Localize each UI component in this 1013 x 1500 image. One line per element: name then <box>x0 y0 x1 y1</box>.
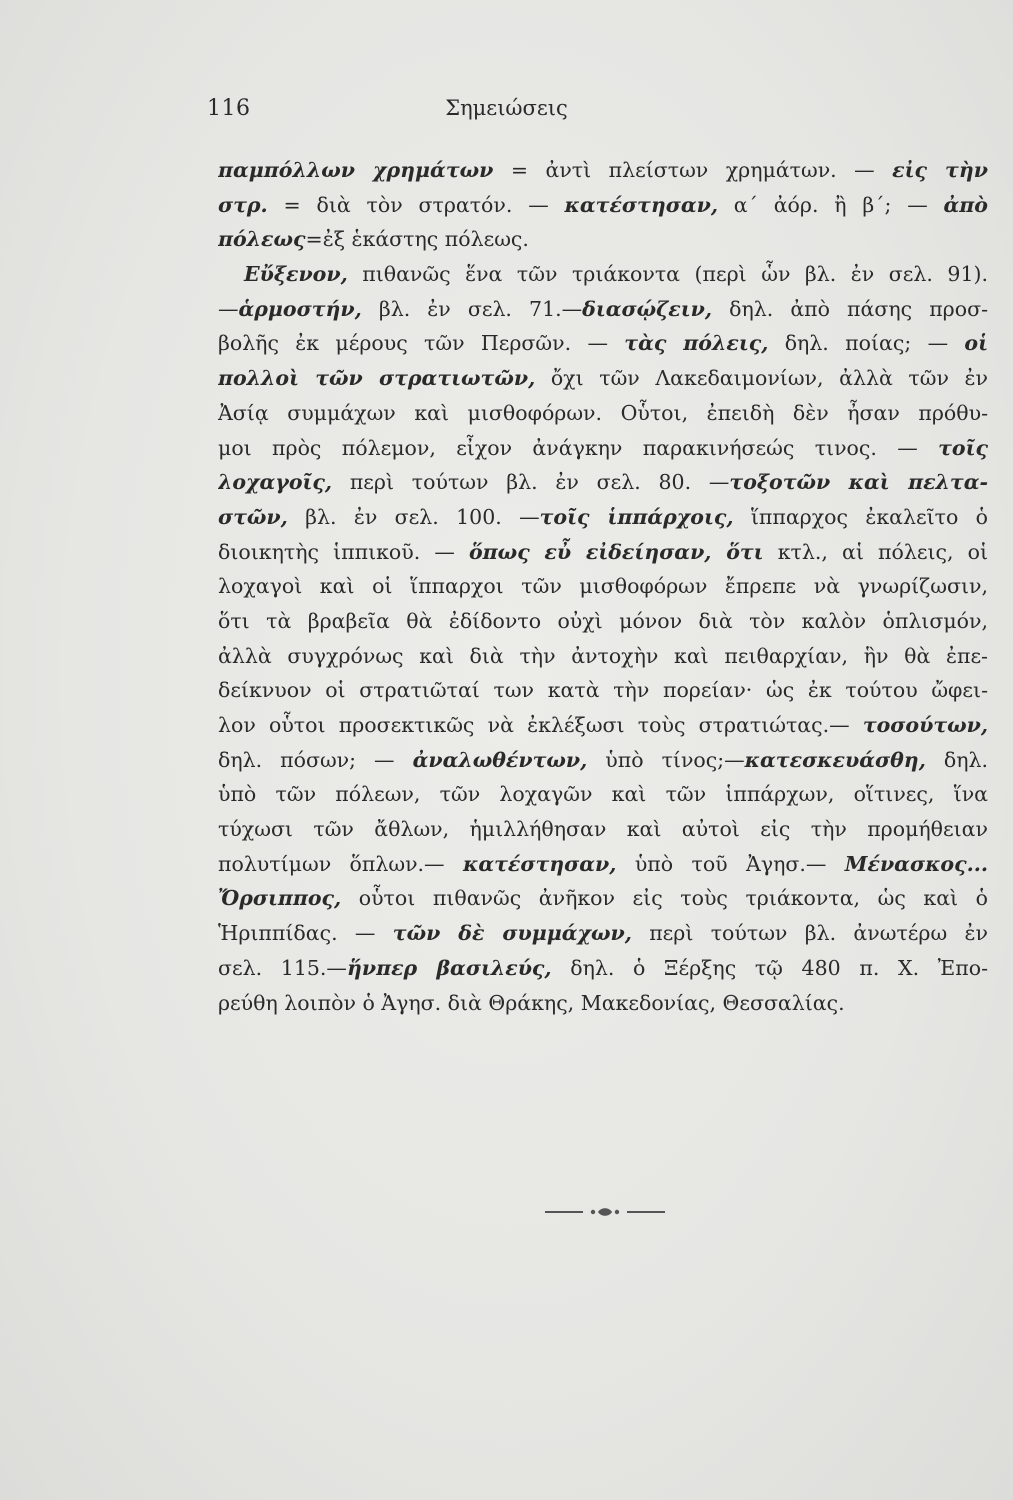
lemma: εἰς τὴν <box>892 158 988 182</box>
page-number: 116 <box>207 96 251 121</box>
note-text: πολυτίμων ὅπλων.— <box>218 851 463 876</box>
note-text: — <box>218 296 239 321</box>
lemma: πόλεως <box>218 227 306 252</box>
note-text: βλ. ἐν σελ. 100. — <box>287 504 540 529</box>
note-line <box>218 639 988 674</box>
note-text: δηλ. <box>925 747 988 772</box>
note-text: α΄ ἀόρ. ἢ β΄; — <box>717 192 944 217</box>
lemma: κατεσκευάσθη, <box>744 747 926 772</box>
note-line <box>218 569 988 604</box>
note-line <box>218 881 988 916</box>
lemma: Μένασκος... <box>844 851 988 876</box>
running-title: Σημειώσεις <box>445 96 568 120</box>
note-line <box>218 604 988 639</box>
note-line <box>218 153 988 188</box>
note-text: ἀλλὰ συγχρόνως καὶ διὰ τὴν ἀντοχὴν καὶ πειθαρχίαν, ἣν θὰ ἐπε- <box>218 643 988 668</box>
note-text: μοι πρὸς πόλεμον, εἶχον ἀνάγκην παρακινήσεώς τινος. — <box>218 435 939 460</box>
note-text: ὑπὸ τοῦ Ἀγησ.— <box>616 851 845 876</box>
note-line <box>218 673 988 708</box>
note-text: τύχωσι τῶν ἄθλων, ἡμιλλήθησαν καὶ αὐτοὶ εἰς τὴν προμήθειαν <box>218 817 988 842</box>
note-text: = διὰ τὸν στρατόν. — <box>267 192 565 217</box>
lemma: στρ. <box>218 192 268 217</box>
lemma: στῶν, <box>218 504 288 529</box>
lemma: κατέστησαν, <box>564 192 718 217</box>
lemma: παμπόλλων χρημάτων <box>218 158 494 182</box>
note-text: σελ. 115.— <box>218 955 347 980</box>
lemma: ἀπὸ <box>943 192 988 217</box>
note-text: =ἐξ ἑκάστης πόλεως. <box>305 227 529 252</box>
note-text: ὅτι τὰ βραβεῖα θὰ ἐδίδοντο οὐχὶ μόνον διὰ τὸν καλὸν ὁπλισμόν, <box>218 608 988 633</box>
lemma: ὅπως εὖ εἰδείησαν, ὅτι <box>469 539 764 564</box>
note-line <box>218 188 988 223</box>
lemma: τοσούτων, <box>862 713 988 737</box>
note-text: ἵππαρχος ἐκαλεῖτο ὁ <box>733 504 988 529</box>
lemma: ἁρμοστήν, <box>238 296 362 321</box>
note-text: διοικητὴς ἱππικοῦ. — <box>218 539 469 564</box>
lemma: πολλοὶ τῶν στρατιωτῶν, <box>218 366 536 391</box>
note-text: λοχαγοὶ καὶ οἱ ἵππαρχοι τῶν μισθοφόρων ἔπρεπε νὰ γνωρίζωσιν, <box>218 574 988 599</box>
note-text: βλ. ἐν σελ. 71.— <box>361 296 583 321</box>
note-text: λον οὗτοι προσεκτικῶς νὰ ἐκλέξωσι τοὺς στρατιώτας.— <box>218 713 863 737</box>
note-line <box>218 465 988 500</box>
note-text: δηλ. ποίας; — <box>768 331 965 356</box>
lemma: ἀναλωθέντων, <box>412 747 588 772</box>
lemma: τοῖς ἱππάρχοις, <box>539 504 734 529</box>
notes-body <box>218 153 988 1020</box>
note-text: ὄχι τῶν Λακεδαιμονίων, ἀλλὰ τῶν ἐν <box>535 366 988 391</box>
note-line <box>218 500 988 535</box>
note-text: δηλ. ὁ Ξέρξης τῷ 480 π. Χ. Ἐπο- <box>551 955 988 980</box>
note-line <box>218 222 988 257</box>
note-text: δείκνυον οἱ στρατιῶταί των κατὰ τὴν πορείαν· ὡς ἐκ τούτου ὤφει- <box>218 678 988 703</box>
lemma: τοῖς <box>938 435 988 460</box>
note-text: δηλ. πόσων; — <box>218 747 413 772</box>
lemma: οἱ <box>964 331 988 356</box>
note-text: δηλ. ἀπὸ πάσης προσ- <box>712 296 988 321</box>
note-line <box>218 916 988 951</box>
note-text: ρεύθη λοιπὸν ὁ Ἀγησ. διὰ Θράκης, Μακεδονίας, Θεσσαλίας. <box>218 990 845 1015</box>
note-line <box>218 847 988 882</box>
end-ornament-icon <box>545 1206 665 1218</box>
note-text: ὑπὸ τίνος;— <box>587 747 745 772</box>
note-text: κτλ., αἱ πόλεις, οἱ <box>763 539 988 564</box>
note-text: περὶ τούτων βλ. ἐν σελ. 80. — <box>332 470 730 495</box>
note-line <box>218 361 988 396</box>
note-line <box>218 986 988 1021</box>
lemma: Ὄρσιππος, <box>218 886 342 911</box>
note-text: περὶ τούτων βλ. ἀνωτέρω ἐν <box>631 921 988 946</box>
note-line <box>218 951 988 986</box>
note-text: Ἡριππίδας. — <box>218 921 393 946</box>
note-line <box>218 777 988 812</box>
lemma: κατέστησαν, <box>462 851 617 876</box>
note-line <box>218 812 988 847</box>
note-text: οὗτοι πιθανῶς ἀνῆκον εἰς τοὺς τριάκοντα, ὡς καὶ ὁ <box>341 886 988 911</box>
note-line <box>218 292 988 327</box>
lemma: Εὔξενον, <box>244 262 348 287</box>
note-text: βολῆς ἐκ μέρους τῶν Περσῶν. — <box>218 331 625 356</box>
note-line <box>218 396 988 431</box>
lemma: λοχαγοῖς, <box>218 470 333 495</box>
note-line <box>218 257 988 292</box>
lemma: τὰς πόλεις, <box>624 331 769 356</box>
lemma: τῶν δὲ συμμάχων, <box>392 921 632 946</box>
note-text: ὑπὸ τῶν πόλεων, τῶν λοχαγῶν καὶ τῶν ἱππάρχων, οἵτινες, ἵνα <box>218 782 988 807</box>
lemma: ἥνπερ βασιλεύς, <box>346 955 552 980</box>
note-line <box>218 326 988 361</box>
note-line <box>218 535 988 570</box>
note-text: πιθανῶς ἕνα τῶν τριάκοντα (περὶ ὧν βλ. ἐν σελ. 91). <box>347 262 988 287</box>
note-text: Ἀσίᾳ συμμάχων καὶ μισθοφόρων. Οὗτοι, ἐπειδὴ δὲν ἦσαν πρόθυ- <box>218 400 988 425</box>
note-line <box>218 743 988 778</box>
note-line <box>218 431 988 466</box>
note-line <box>218 708 988 743</box>
lemma: διασῴζειν, <box>582 296 713 321</box>
lemma: τοξοτῶν καὶ πελτα- <box>729 470 988 495</box>
note-text: = ἀντὶ πλείστων χρημάτων. — <box>493 158 893 182</box>
